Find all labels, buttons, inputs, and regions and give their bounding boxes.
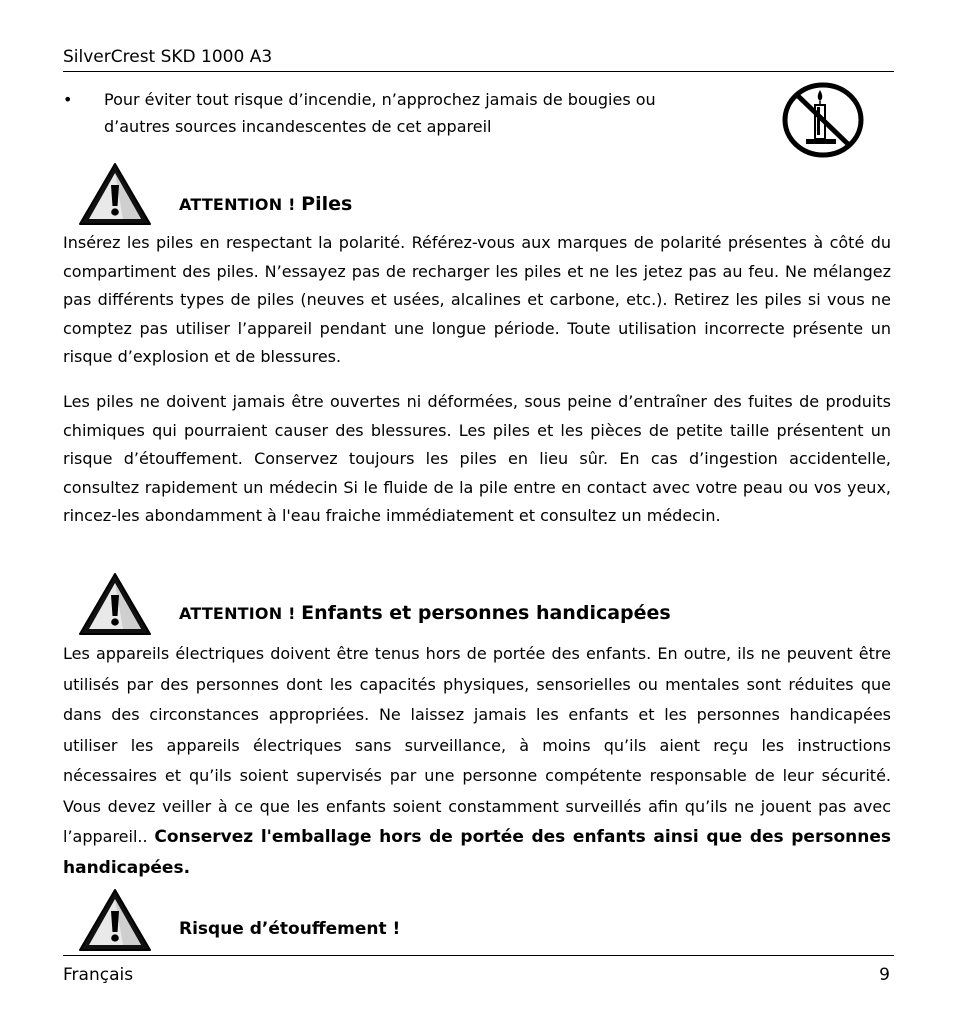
warning-triangle-icon	[78, 572, 152, 636]
bullet-symbol: •	[63, 90, 73, 109]
bullet-item	[63, 86, 703, 140]
section-heading-piles	[179, 193, 352, 215]
bullet-text: Pour éviter tout risque d’incendie, n’approchez jamais de bougies ou d’autres sources incandescentes de cet appareil	[104, 90, 656, 136]
warning-triangle-icon	[78, 162, 152, 226]
no-candle-icon	[780, 80, 866, 160]
heading-title: Enfants et personnes handicapées	[301, 602, 671, 624]
heading-title: Piles	[301, 193, 353, 215]
header-title: SilverCrest SKD 1000 A3	[63, 47, 273, 67]
paragraph-enfants-bold: Conservez l'emballage hors de portée des enfants ainsi que des personnes handicapées.	[63, 827, 891, 878]
section-heading-risque: Risque d’étouffement !	[179, 919, 401, 939]
attention-label: ATTENTION !	[179, 195, 296, 214]
attention-label: ATTENTION !	[179, 604, 296, 623]
paragraph-enfants-text: Les appareils électriques doivent être tenus hors de portée des enfants. En outre, ils ne peuvent être utilisés par des personnes dont les capacités physiques, sensorielles ou mentales sont réduites que dans des circonstances appropriées. Ne laissez jamais les enfants et les personnes handicapées utiliser les appareils électriques sans surveillance, à moins qu’ils aient reçu les instructions nécessaires et qu’ils soient supervisés par une personne compétente responsable de leur sécurité. Vous devez veiller à ce que les enfants soient constamment surveillés afin qu’ils ne jouent pas avec l’appareil..	[63, 644, 891, 846]
paragraph-piles-2: Les piles ne doivent jamais être ouvertes ni déformées, sous peine d’entraîner des fuites de produits chimiques qui pourraient causer des blessures. Les piles et les pièces de petite taille présentent un risque d’étouffement. Conservez toujours les piles en lieu sûr. En cas d’ingestion accidentelle, consultez rapidement un médecin Si le fluide de la pile entre en contact avec votre peau ou vos yeux, rincez-les abondamment à l'eau fraiche immédiatement et consultez un médecin.	[63, 392, 891, 526]
page-number: 9	[879, 965, 890, 985]
footer-language: Français	[63, 965, 134, 985]
section-heading-enfants	[179, 602, 671, 624]
paragraph-piles-1: Insérez les piles en respectant la polarité. Référez-vous aux marques de polarité présentes à côté du compartiment des piles. N’essayez pas de recharger les piles et ne les jetez pas au feu. Ne mélangez pas différents types de piles (neuves et usées, alcalines et carbone, etc.). Retirez les piles si vous ne comptez pas utiliser l’appareil pendant une longue période. Toute utilisation incorrecte présente un risque d’explosion et de blessures.	[63, 233, 891, 367]
page-header	[63, 46, 894, 72]
page-footer	[63, 955, 894, 986]
warning-triangle-icon	[78, 888, 152, 952]
paragraph-enfants	[63, 639, 891, 883]
